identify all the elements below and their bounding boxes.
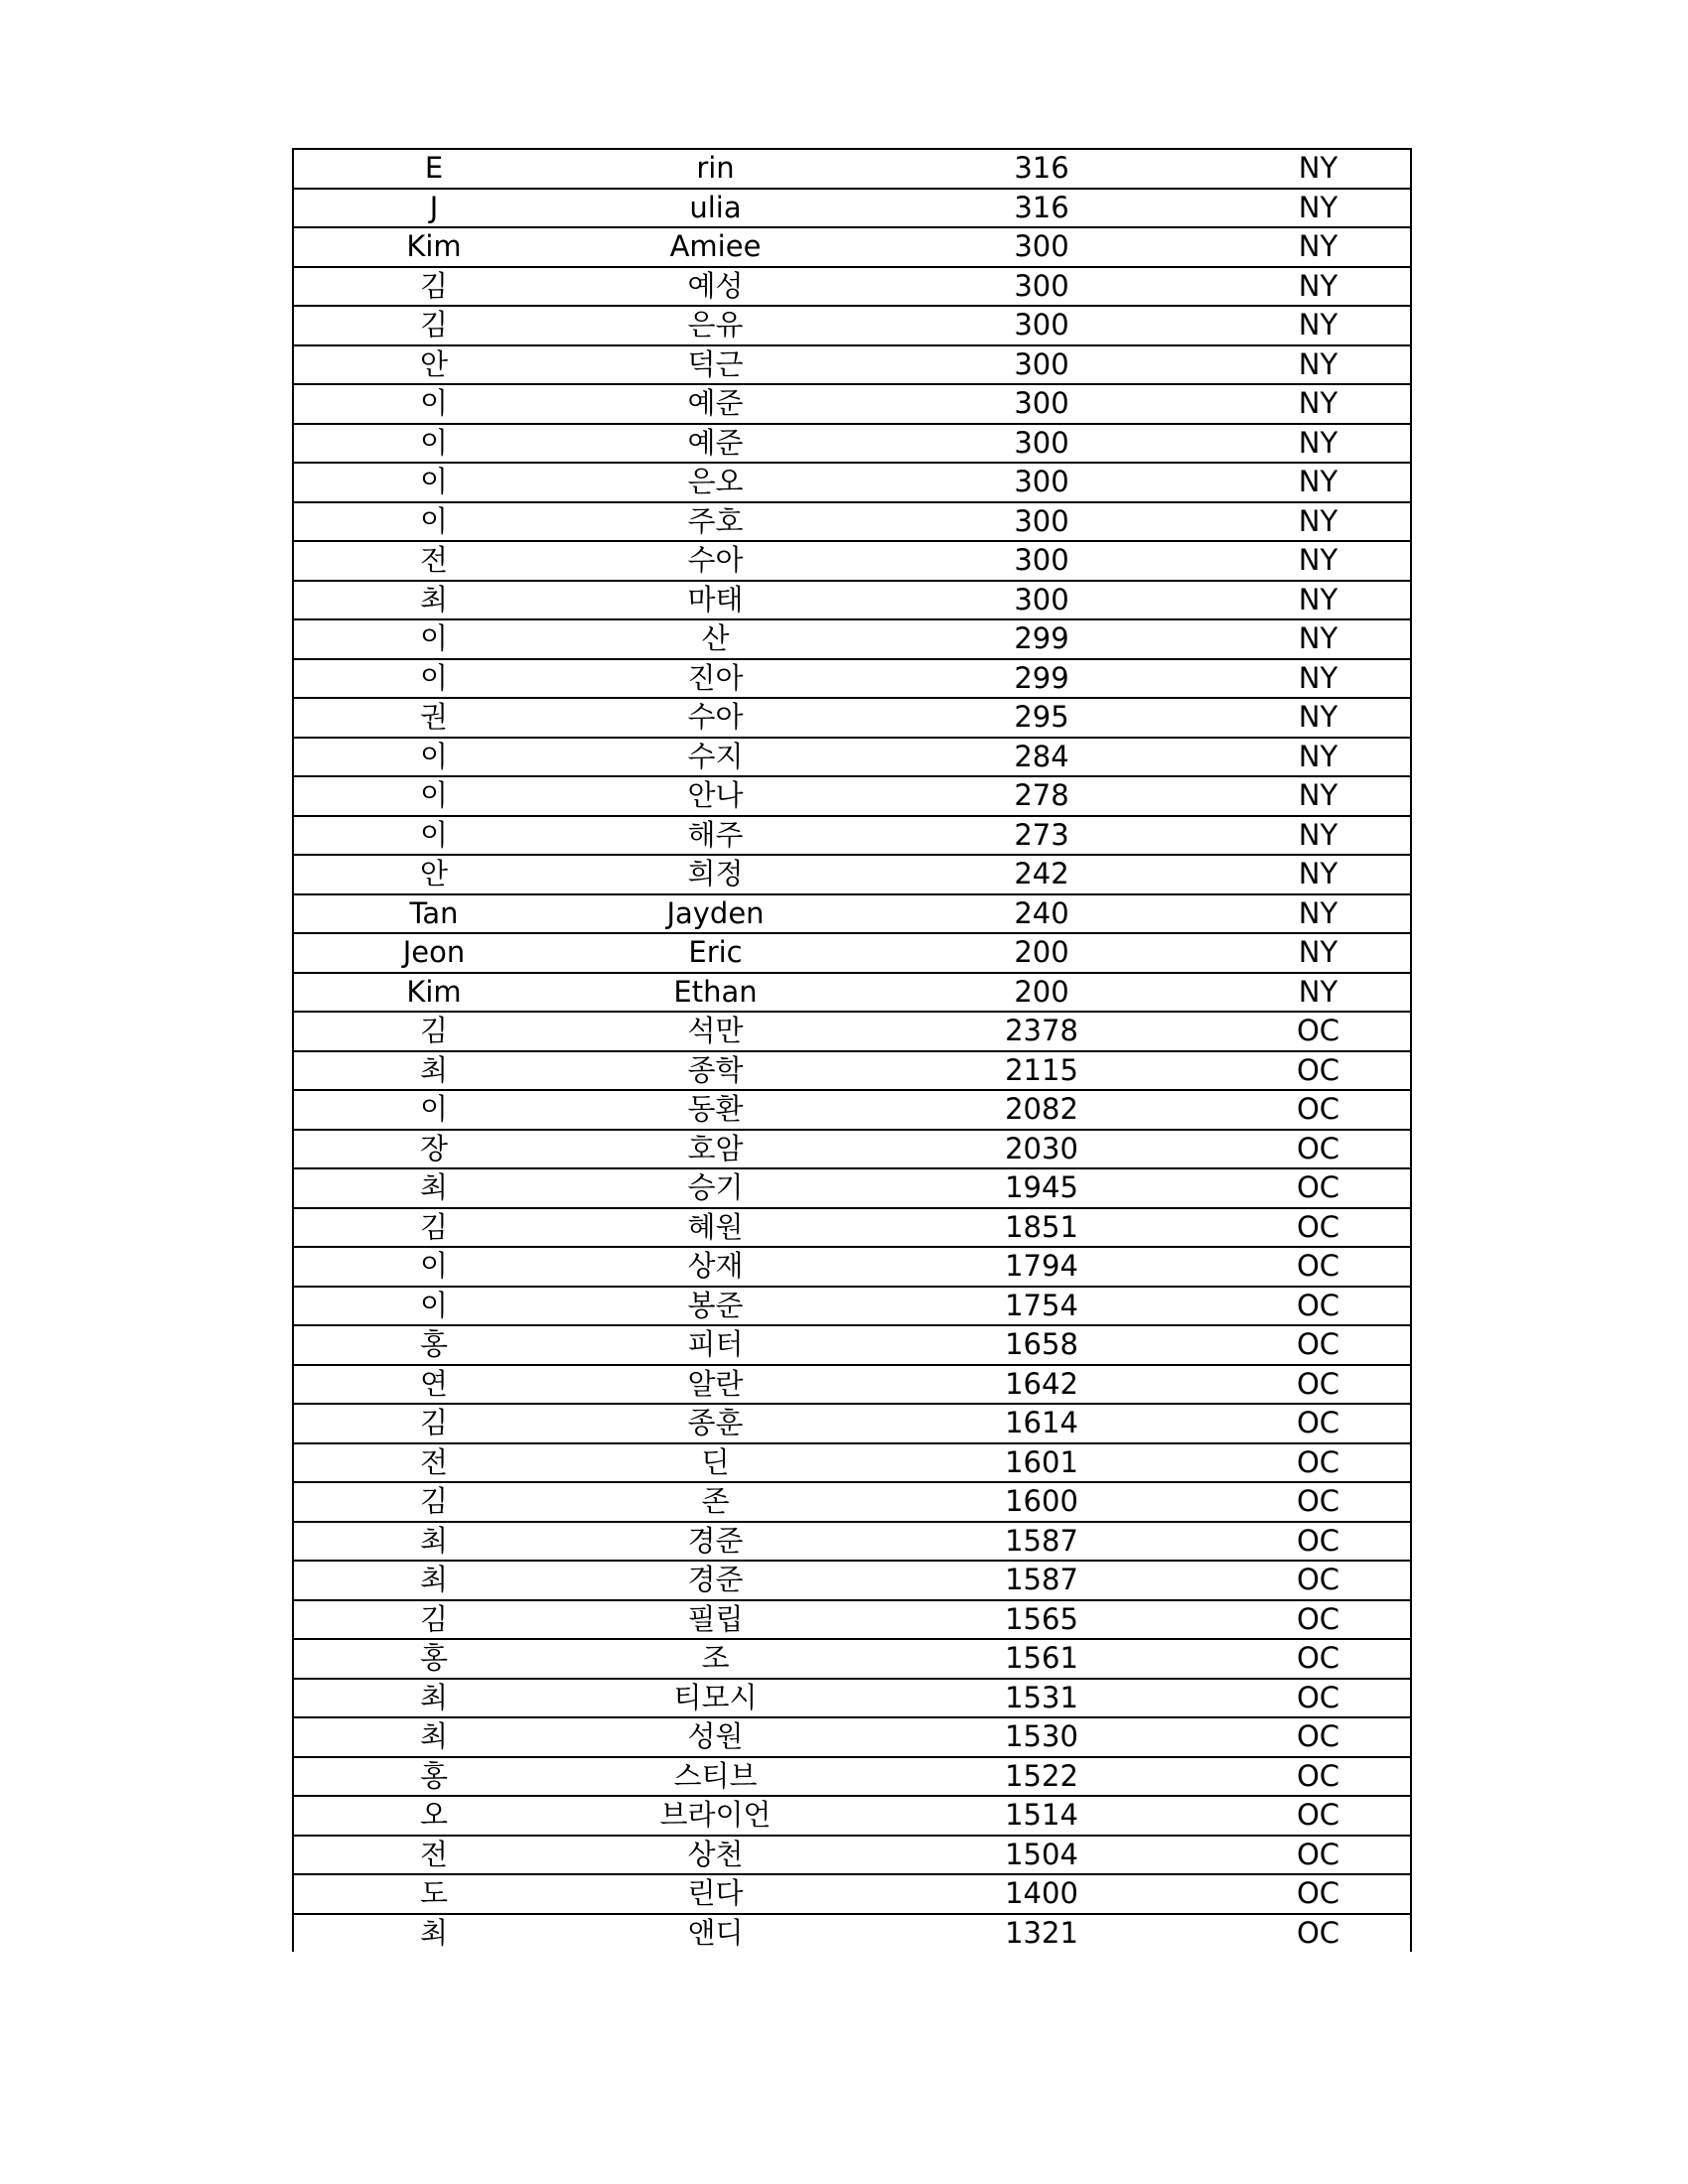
- table-row: [293, 581, 1411, 620]
- first-name-cell: 앤디: [574, 1914, 857, 1953]
- score-cell: 1587: [857, 1561, 1226, 1600]
- last-name-cell: Jeon: [293, 933, 574, 973]
- region-cell: OC: [1226, 1325, 1411, 1365]
- last-name-cell: 홍: [293, 1639, 574, 1679]
- last-name-cell: 최: [293, 1051, 574, 1091]
- first-name-cell: 상천: [574, 1836, 857, 1875]
- region-cell: NY: [1226, 149, 1411, 189]
- score-cell: 1400: [857, 1874, 1226, 1914]
- score-cell: 1794: [857, 1247, 1226, 1287]
- score-cell: 300: [857, 306, 1226, 345]
- data-table: [292, 148, 1412, 1952]
- region-cell: OC: [1226, 1482, 1411, 1522]
- table-row: [293, 1443, 1411, 1483]
- region-cell: NY: [1226, 227, 1411, 267]
- score-cell: 316: [857, 149, 1226, 189]
- first-name-cell: 해주: [574, 816, 857, 856]
- first-name-cell: 마태: [574, 581, 857, 620]
- region-cell: OC: [1226, 1717, 1411, 1757]
- table-row: [293, 1600, 1411, 1640]
- last-name-cell: 이: [293, 659, 574, 699]
- last-name-cell: 이: [293, 1247, 574, 1287]
- table-row: [293, 1012, 1411, 1051]
- region-cell: NY: [1226, 541, 1411, 581]
- region-cell: NY: [1226, 189, 1411, 228]
- score-cell: 1514: [857, 1796, 1226, 1836]
- table-row: [293, 973, 1411, 1013]
- first-name-cell: 승기: [574, 1168, 857, 1208]
- score-cell: 1658: [857, 1325, 1226, 1365]
- last-name-cell: 김: [293, 1404, 574, 1443]
- first-name-cell: 조: [574, 1639, 857, 1679]
- table-row: [293, 1130, 1411, 1169]
- table-row: [293, 894, 1411, 934]
- first-name-cell: 동환: [574, 1090, 857, 1130]
- last-name-cell: 홍: [293, 1325, 574, 1365]
- table-row: [293, 1874, 1411, 1914]
- score-cell: 1614: [857, 1404, 1226, 1443]
- first-name-cell: 경준: [574, 1522, 857, 1562]
- first-name-cell: 덕근: [574, 345, 857, 385]
- first-name-cell: 수아: [574, 541, 857, 581]
- last-name-cell: 전: [293, 1836, 574, 1875]
- table-row: [293, 933, 1411, 973]
- table-row: [293, 149, 1411, 189]
- table-row: [293, 227, 1411, 267]
- first-name-cell: 종학: [574, 1051, 857, 1091]
- first-name-cell: 경준: [574, 1561, 857, 1600]
- score-cell: 299: [857, 659, 1226, 699]
- table-row: [293, 1836, 1411, 1875]
- score-cell: 1754: [857, 1287, 1226, 1326]
- table-row: [293, 738, 1411, 777]
- region-cell: NY: [1226, 345, 1411, 385]
- score-cell: 300: [857, 384, 1226, 424]
- score-cell: 300: [857, 502, 1226, 542]
- score-cell: 1504: [857, 1836, 1226, 1875]
- region-cell: OC: [1226, 1090, 1411, 1130]
- score-cell: 1851: [857, 1208, 1226, 1248]
- table-row: [293, 1325, 1411, 1365]
- region-cell: NY: [1226, 933, 1411, 973]
- first-name-cell: 성원: [574, 1717, 857, 1757]
- first-name-cell: ulia: [574, 189, 857, 228]
- last-name-cell: 도: [293, 1874, 574, 1914]
- table-row: [293, 1208, 1411, 1248]
- last-name-cell: 최: [293, 1168, 574, 1208]
- first-name-cell: 희정: [574, 855, 857, 894]
- score-cell: 2082: [857, 1090, 1226, 1130]
- table-row: [293, 1090, 1411, 1130]
- region-cell: NY: [1226, 619, 1411, 659]
- region-cell: OC: [1226, 1012, 1411, 1051]
- first-name-cell: 피터: [574, 1325, 857, 1365]
- first-name-cell: Jayden: [574, 894, 857, 934]
- table-row: [293, 345, 1411, 385]
- region-cell: NY: [1226, 776, 1411, 816]
- score-cell: 300: [857, 424, 1226, 464]
- region-cell: OC: [1226, 1443, 1411, 1483]
- last-name-cell: 김: [293, 1600, 574, 1640]
- score-cell: 240: [857, 894, 1226, 934]
- score-cell: 200: [857, 973, 1226, 1013]
- table-row: [293, 776, 1411, 816]
- last-name-cell: 안: [293, 345, 574, 385]
- region-cell: NY: [1226, 581, 1411, 620]
- region-cell: OC: [1226, 1639, 1411, 1679]
- data-table-body: [293, 149, 1411, 1952]
- score-cell: 1565: [857, 1600, 1226, 1640]
- table-row: [293, 1168, 1411, 1208]
- score-cell: 1522: [857, 1757, 1226, 1797]
- table-row: [293, 189, 1411, 228]
- score-cell: 1321: [857, 1914, 1226, 1953]
- first-name-cell: 종훈: [574, 1404, 857, 1443]
- region-cell: NY: [1226, 306, 1411, 345]
- last-name-cell: Kim: [293, 227, 574, 267]
- score-cell: 1531: [857, 1679, 1226, 1718]
- region-cell: OC: [1226, 1522, 1411, 1562]
- score-cell: 284: [857, 738, 1226, 777]
- region-cell: OC: [1226, 1874, 1411, 1914]
- region-cell: OC: [1226, 1836, 1411, 1875]
- table-row: [293, 1679, 1411, 1718]
- first-name-cell: 예준: [574, 424, 857, 464]
- score-cell: 295: [857, 698, 1226, 738]
- table-row: [293, 1796, 1411, 1836]
- table-row: [293, 267, 1411, 307]
- region-cell: NY: [1226, 502, 1411, 542]
- first-name-cell: 은유: [574, 306, 857, 345]
- score-cell: 278: [857, 776, 1226, 816]
- score-cell: 200: [857, 933, 1226, 973]
- score-cell: 2378: [857, 1012, 1226, 1051]
- first-name-cell: 존: [574, 1482, 857, 1522]
- first-name-cell: 호암: [574, 1130, 857, 1169]
- region-cell: NY: [1226, 816, 1411, 856]
- score-cell: 1587: [857, 1522, 1226, 1562]
- first-name-cell: Eric: [574, 933, 857, 973]
- table-row: [293, 1482, 1411, 1522]
- last-name-cell: 전: [293, 1443, 574, 1483]
- last-name-cell: 김: [293, 1012, 574, 1051]
- region-cell: OC: [1226, 1600, 1411, 1640]
- last-name-cell: 최: [293, 1679, 574, 1718]
- last-name-cell: 이: [293, 619, 574, 659]
- region-cell: OC: [1226, 1051, 1411, 1091]
- first-name-cell: 예준: [574, 384, 857, 424]
- region-cell: OC: [1226, 1561, 1411, 1600]
- region-cell: OC: [1226, 1757, 1411, 1797]
- last-name-cell: 김: [293, 306, 574, 345]
- region-cell: NY: [1226, 384, 1411, 424]
- region-cell: OC: [1226, 1796, 1411, 1836]
- score-cell: 1642: [857, 1365, 1226, 1405]
- last-name-cell: 이: [293, 776, 574, 816]
- region-cell: NY: [1226, 659, 1411, 699]
- first-name-cell: 필립: [574, 1600, 857, 1640]
- region-cell: OC: [1226, 1679, 1411, 1718]
- first-name-cell: 안나: [574, 776, 857, 816]
- last-name-cell: Kim: [293, 973, 574, 1013]
- region-cell: NY: [1226, 855, 1411, 894]
- last-name-cell: 김: [293, 1482, 574, 1522]
- first-name-cell: 스티브: [574, 1757, 857, 1797]
- last-name-cell: 김: [293, 1208, 574, 1248]
- score-cell: 300: [857, 267, 1226, 307]
- table-row: [293, 306, 1411, 345]
- last-name-cell: 안: [293, 855, 574, 894]
- table-row: [293, 541, 1411, 581]
- first-name-cell: 산: [574, 619, 857, 659]
- first-name-cell: 주호: [574, 502, 857, 542]
- region-cell: OC: [1226, 1287, 1411, 1326]
- first-name-cell: 봉준: [574, 1287, 857, 1326]
- score-cell: 242: [857, 855, 1226, 894]
- table-row: [293, 1639, 1411, 1679]
- table-row: [293, 1365, 1411, 1405]
- last-name-cell: 홍: [293, 1757, 574, 1797]
- last-name-cell: 이: [293, 1287, 574, 1326]
- first-name-cell: 알란: [574, 1365, 857, 1405]
- score-cell: 1600: [857, 1482, 1226, 1522]
- table-row: [293, 1287, 1411, 1326]
- first-name-cell: 혜원: [574, 1208, 857, 1248]
- region-cell: OC: [1226, 1247, 1411, 1287]
- first-name-cell: 티모시: [574, 1679, 857, 1718]
- table-row: [293, 463, 1411, 502]
- last-name-cell: 최: [293, 581, 574, 620]
- table-row: [293, 698, 1411, 738]
- last-name-cell: 권: [293, 698, 574, 738]
- region-cell: NY: [1226, 894, 1411, 934]
- score-cell: 1945: [857, 1168, 1226, 1208]
- first-name-cell: 딘: [574, 1443, 857, 1483]
- last-name-cell: 최: [293, 1717, 574, 1757]
- first-name-cell: 진아: [574, 659, 857, 699]
- region-cell: OC: [1226, 1914, 1411, 1953]
- table-row: [293, 855, 1411, 894]
- first-name-cell: 은오: [574, 463, 857, 502]
- table-row: [293, 816, 1411, 856]
- last-name-cell: 최: [293, 1914, 574, 1953]
- table-row: [293, 1051, 1411, 1091]
- first-name-cell: 수지: [574, 738, 857, 777]
- region-cell: NY: [1226, 698, 1411, 738]
- table-row: [293, 1247, 1411, 1287]
- first-name-cell: 예성: [574, 267, 857, 307]
- first-name-cell: Amiee: [574, 227, 857, 267]
- table-row: [293, 1561, 1411, 1600]
- first-name-cell: 브라이언: [574, 1796, 857, 1836]
- table-row: [293, 424, 1411, 464]
- table-row: [293, 1522, 1411, 1562]
- table-row: [293, 502, 1411, 542]
- last-name-cell: E: [293, 149, 574, 189]
- table-row: [293, 384, 1411, 424]
- score-cell: 1561: [857, 1639, 1226, 1679]
- last-name-cell: 이: [293, 816, 574, 856]
- region-cell: NY: [1226, 267, 1411, 307]
- last-name-cell: 연: [293, 1365, 574, 1405]
- score-cell: 300: [857, 581, 1226, 620]
- region-cell: NY: [1226, 973, 1411, 1013]
- table-row: [293, 1757, 1411, 1797]
- last-name-cell: 이: [293, 384, 574, 424]
- last-name-cell: J: [293, 189, 574, 228]
- last-name-cell: 이: [293, 424, 574, 464]
- score-cell: 300: [857, 227, 1226, 267]
- score-cell: 316: [857, 189, 1226, 228]
- score-cell: 2030: [857, 1130, 1226, 1169]
- score-cell: 300: [857, 345, 1226, 385]
- region-cell: OC: [1226, 1168, 1411, 1208]
- last-name-cell: 전: [293, 541, 574, 581]
- first-name-cell: 수아: [574, 698, 857, 738]
- score-cell: 273: [857, 816, 1226, 856]
- region-cell: NY: [1226, 463, 1411, 502]
- region-cell: OC: [1226, 1365, 1411, 1405]
- first-name-cell: rin: [574, 149, 857, 189]
- last-name-cell: 장: [293, 1130, 574, 1169]
- last-name-cell: 최: [293, 1522, 574, 1562]
- score-cell: 1601: [857, 1443, 1226, 1483]
- region-cell: OC: [1226, 1404, 1411, 1443]
- region-cell: OC: [1226, 1130, 1411, 1169]
- score-cell: 2115: [857, 1051, 1226, 1091]
- table-row: [293, 1404, 1411, 1443]
- first-name-cell: 석만: [574, 1012, 857, 1051]
- region-cell: OC: [1226, 1208, 1411, 1248]
- region-cell: NY: [1226, 424, 1411, 464]
- last-name-cell: 김: [293, 267, 574, 307]
- table-row: [293, 619, 1411, 659]
- table-row: [293, 659, 1411, 699]
- first-name-cell: 상재: [574, 1247, 857, 1287]
- score-cell: 300: [857, 463, 1226, 502]
- table-row: [293, 1717, 1411, 1757]
- last-name-cell: 이: [293, 1090, 574, 1130]
- last-name-cell: 오: [293, 1796, 574, 1836]
- table-row: [293, 1914, 1411, 1953]
- score-cell: 300: [857, 541, 1226, 581]
- last-name-cell: 이: [293, 463, 574, 502]
- first-name-cell: 린다: [574, 1874, 857, 1914]
- last-name-cell: 이: [293, 738, 574, 777]
- score-cell: 299: [857, 619, 1226, 659]
- first-name-cell: Ethan: [574, 973, 857, 1013]
- last-name-cell: Tan: [293, 894, 574, 934]
- last-name-cell: 이: [293, 502, 574, 542]
- last-name-cell: 최: [293, 1561, 574, 1600]
- region-cell: NY: [1226, 738, 1411, 777]
- score-cell: 1530: [857, 1717, 1226, 1757]
